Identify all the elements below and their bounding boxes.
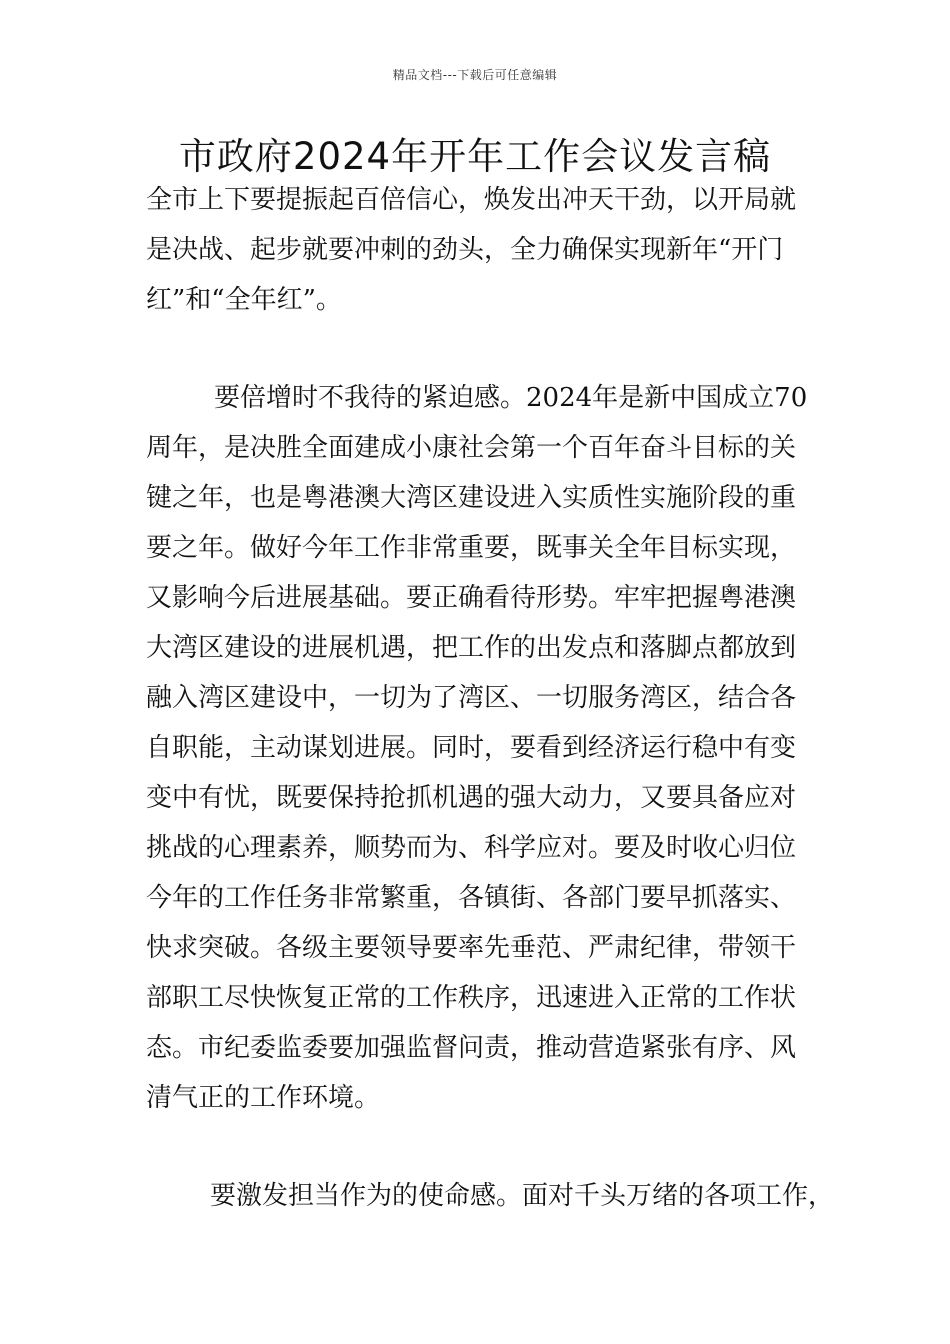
body-line: 是决战、起步就要冲刺的劲头，全力确保实现新年“开门 [146,235,784,265]
header-note: 精品文档---下载后可任意编辑 [392,68,558,82]
body-line: 融入湾区建设中，一切为了湾区、一切服务湾区，结合各 [146,683,797,713]
body-line: 态。市纪委监委要加强监督问责，推动营造紧张有序、风 [146,1033,797,1063]
body-line: 部职工尽快恢复正常的工作秩序，迅速进入正常的工作状 [146,983,797,1013]
body-line: 今年的工作任务非常繁重，各镇街、各部门要早抓落实、 [146,883,797,913]
body-line: 要倍增时不我待的紧迫感。2024年是新中国成立70 [214,383,808,413]
body-line: 全市上下要提振起百倍信心，焕发出冲天干劲，以开局就 [146,185,797,215]
body-line: 大湾区建设的进展机遇，把工作的出发点和落脚点都放到 [146,633,797,663]
body-line: 要激发担当作为的使命感。面对千头万绪的各项工作， [210,1181,835,1211]
body-line: 挑战的心理素养，顺势而为、科学应对。要及时收心归位 [146,833,797,863]
body-line: 要之年。做好今年工作非常重要，既事关全年目标实现， [146,533,797,563]
body-line: 变中有忧，既要保持抢抓机遇的强大动力，又要具备应对 [146,783,797,813]
body-line: 快求突破。各级主要领导要率先垂范、严肃纪律，带领干 [146,933,797,963]
body-line: 清气正的工作环境。 [146,1083,381,1113]
body-line: 周年，是决胜全面建成小康社会第一个百年奋斗目标的关 [146,433,797,463]
body-line: 红”和“全年红”。 [146,285,342,315]
body-line: 自职能，主动谋划进展。同时，要看到经济运行稳中有变 [146,733,797,763]
body-line: 又影响今后进展基础。要正确看待形势。牢牢把握粤港澳 [146,583,797,613]
document-title: 市政府2024年开年工作会议发言稿 [178,135,772,178]
body-line: 键之年，也是粤港澳大湾区建设进入实质性实施阶段的重 [146,483,797,513]
